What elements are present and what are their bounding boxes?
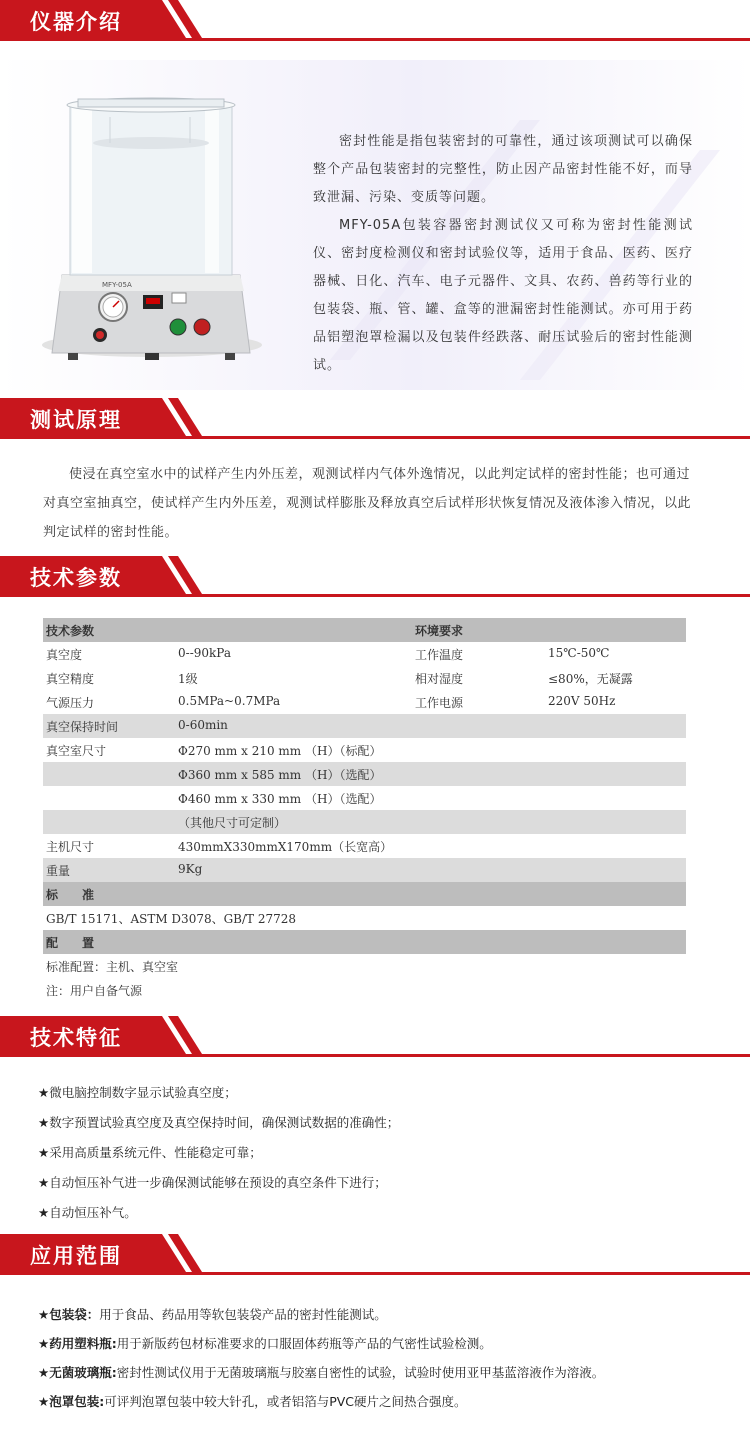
feature-item: ★自动恒压补气进一步确保测试能够在预设的真空条件下进行； (38, 1175, 387, 1190)
table-row (43, 858, 686, 882)
section-banner-intro (0, 0, 750, 42)
table-cell: Φ270 mm x 210 mm （H）（标配） (178, 744, 382, 758)
section-title: 应用范围 (30, 1244, 122, 1268)
table-row (43, 762, 686, 786)
feature-item: ★自动恒压补气。 (38, 1205, 137, 1220)
table-row (43, 930, 686, 954)
table-row (43, 690, 686, 714)
section-title: 技术特征 (30, 1026, 122, 1050)
table-cell: 1级 (178, 672, 198, 686)
section-banner-apps (0, 1234, 750, 1276)
table-row (43, 978, 686, 1002)
section-banner-principle (0, 398, 750, 440)
app-item (38, 1329, 604, 1358)
table-row (43, 618, 686, 642)
spec-table (43, 618, 686, 1002)
table-row (43, 810, 686, 834)
table-cell: 相对湿度 (415, 672, 464, 686)
app-label: ★药用塑料瓶: (38, 1336, 117, 1351)
feature-item: ★采用高质量系统元件、性能稳定可靠； (38, 1145, 262, 1160)
table-cell: 注：用户自备气源 (46, 984, 143, 998)
table-cell: 真空室尺寸 (46, 744, 107, 758)
table-cell: 标准配置：主机、真空室 (46, 960, 179, 974)
app-label: ★无菌玻璃瓶: (38, 1365, 117, 1380)
table-cell: Φ360 mm x 585 mm （H）（选配） (178, 768, 382, 782)
table-cell: 0-60min (178, 718, 228, 732)
table-cell: ≤80%，无凝露 (548, 672, 633, 686)
table-row (43, 666, 686, 690)
table-cell: 环境要求 (415, 624, 464, 638)
table-row (43, 882, 686, 906)
table-row (43, 642, 686, 666)
app-item (38, 1300, 604, 1329)
table-cell: 技术参数 (46, 624, 95, 638)
app-text: 密封性测试仪用于无菌玻璃瓶与胶塞自密性的试验，试验时使用亚甲基蓝溶液作为溶液。 (116, 1365, 605, 1380)
intro-text (313, 128, 693, 380)
table-row (43, 834, 686, 858)
table-cell: 15℃-50℃ (548, 646, 610, 660)
product-image (40, 95, 270, 370)
table-cell: GB/T 15171、ASTM D3078、GB/T 27728 (46, 912, 297, 926)
intro-paragraph-1: 密封性能是指包装密封的可靠性，通过该项测试可以确保整个产品包装密封的完整性，防止因产品密封性能不好，而导致泄漏、污染、变质等问题。 (313, 134, 693, 205)
brand-label: MFY-05A (102, 281, 132, 289)
apps-list (38, 1300, 604, 1416)
features-list (38, 1078, 399, 1228)
table-row (43, 906, 686, 930)
table-cell: 重量 (46, 864, 71, 878)
table-cell: 工作电源 (415, 696, 464, 710)
table-row (43, 786, 686, 810)
app-item (38, 1387, 604, 1416)
section-title: 仪器介绍 (30, 10, 122, 34)
app-label: ★包装袋： (38, 1307, 100, 1322)
table-cell: 配 置 (46, 936, 95, 950)
table-cell: Φ460 mm x 330 mm （H）（选配） (178, 792, 382, 806)
principle-text: 使浸在真空室水中的试样产生内外压差，观测试样内气体外逸情况，以此判定试样的密封性能；也可通过对真空室抽真空，使试样产生内外压差，观测试样膨胀及释放真空后试样形状恢复情况及液体渗入情况，以此判定试样的密封性能。 (43, 467, 692, 540)
table-row (43, 714, 686, 738)
section-banner-features (0, 1016, 750, 1058)
table-cell: 0--90kPa (178, 646, 231, 660)
app-label: ★泡罩包装: (38, 1394, 105, 1409)
section-title: 测试原理 (30, 408, 122, 432)
table-cell: 主机尺寸 (46, 840, 95, 854)
feature-item: ★微电脑控制数字显示试验真空度； (38, 1085, 237, 1100)
table-cell: 0.5MPa~0.7MPa (178, 694, 281, 708)
intro-paragraph-2: MFY-05A包装容器密封测试仪又可称为密封性能测试仪、密封度检测仪和密封试验仪等，适用于食品、医药、医疗器械、日化、汽车、电子元器件、文具、农药、兽药等行业的包装袋、瓶、管、罐、盒等的泄漏密封性能测试。亦可用于药品铝塑泡罩检漏以及包装件经跌落、耐压试验后的密封性能测试。 (313, 218, 693, 373)
table-cell: 真空度 (46, 648, 83, 662)
app-item (38, 1358, 604, 1387)
app-text: 可评判泡罩包装中较大针孔，或者铝箔与PVC硬片之间热合强度。 (104, 1394, 467, 1409)
table-cell: 气源压力 (46, 696, 95, 710)
table-cell: 220V 50Hz (548, 694, 616, 708)
table-cell: 430mmX330mmX170mm（长宽高） (178, 840, 393, 854)
table-row (43, 738, 686, 762)
app-text: 用于新版药包材标准要求的口服固体药瓶等产品的气密性试验检测。 (116, 1336, 492, 1351)
table-cell: 9Kg (178, 862, 203, 876)
table-cell: （其他尺寸可定制） (178, 816, 287, 830)
table-cell: 真空精度 (46, 672, 95, 686)
table-cell: 真空保持时间 (46, 720, 119, 734)
table-row (43, 954, 686, 978)
table-cell: 标 准 (46, 888, 95, 902)
section-banner-params (0, 556, 750, 598)
section-title: 技术参数 (30, 566, 122, 590)
app-text: 用于食品、药品用等软包装袋产品的密封性能测试。 (99, 1307, 387, 1322)
feature-item: ★数字预置试验真空度及真空保持时间，确保测试数据的准确性； (38, 1115, 400, 1130)
table-cell: 工作温度 (415, 648, 464, 662)
